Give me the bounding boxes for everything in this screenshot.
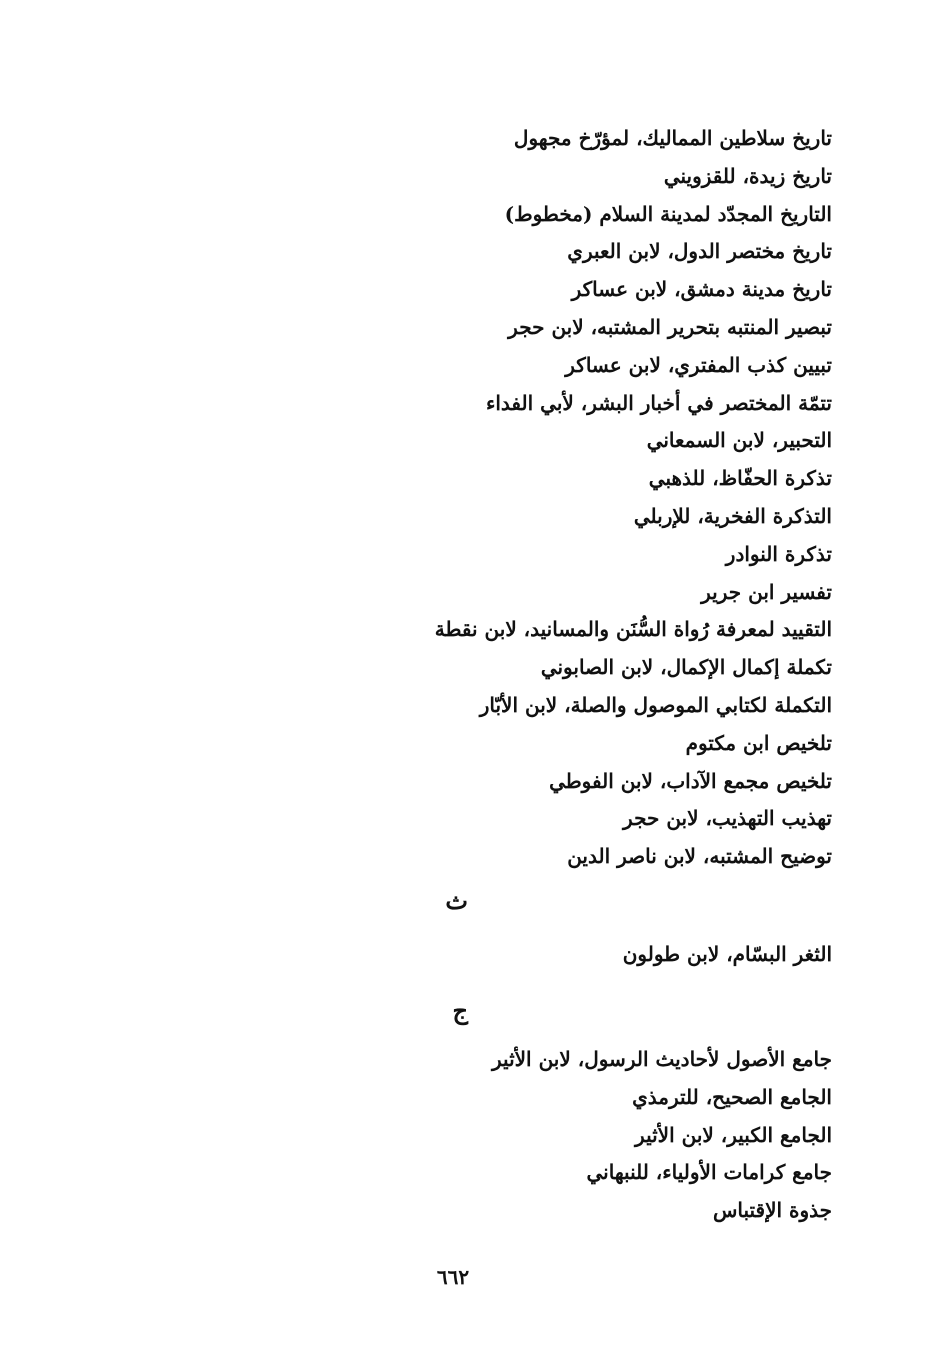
list-item: الجامع الكبير، لابن الأثير xyxy=(635,1122,832,1147)
list-item: تذكرة الحفّاظ، للذهبي xyxy=(648,466,832,491)
list-item: جامع كرامات الأولياء، للنبهاني xyxy=(586,1160,832,1185)
entry-list-ta xyxy=(412,120,832,876)
list-item: تتمّة المختصر في أخبار البشر، لأبي الفداء xyxy=(485,390,832,415)
list-item: تاريخ سلاطين المماليك، لمؤرّخ مجهول xyxy=(513,126,832,150)
list-item: تلخيص مجمع الآداب، لابن الفوطي xyxy=(549,768,832,793)
list-item: التحبير، لابن السمعاني xyxy=(646,428,832,453)
entry-list-jim xyxy=(412,1041,832,1230)
list-item: تبصير المنتبه بتحرير المشتبه، لابن حجر xyxy=(508,314,832,339)
list-item: التاريخ المجدّد لمدينة السلام (مخطوط) xyxy=(504,201,832,226)
entry-list-tha xyxy=(412,936,832,974)
list-item: الثغر البسّام، لابن طولون xyxy=(622,942,832,966)
list-item: الجامع الصحيح، للترمذي xyxy=(632,1084,832,1109)
list-item: جذوة الإقتباس xyxy=(712,1198,832,1223)
list-item: تفسير ابن جرير xyxy=(701,579,832,604)
list-item: تاريخ مختصر الدول، لابن العبري xyxy=(567,239,832,264)
list-item: تاريخ زيدة، للقزويني xyxy=(663,163,832,188)
list-item: جامع الأصول لأحاديث الرسول، لابن الأثير xyxy=(492,1047,832,1071)
page-number: ٦٦٢ xyxy=(436,1265,470,1289)
list-item: تبيين كذب المفتري، لابن عساكر xyxy=(565,352,832,377)
list-item: تذكرة النوادر xyxy=(725,541,832,566)
section-letter-jim: ج xyxy=(452,996,468,1025)
list-item: تكملة إكمال الإكمال، لابن الصابوني xyxy=(540,655,832,680)
list-item: التقييد لمعرفة رُواة السُّنَن والمسانيد، لابن نقطة xyxy=(434,617,832,642)
list-item: التذكرة الفخرية، للإربلي xyxy=(633,503,832,528)
list-item: تهذيب التهذيب، لابن حجر xyxy=(623,806,832,831)
section-letter-tha: ث xyxy=(445,886,468,915)
list-item: تاريخ مدينة دمشق، لابن عساكر xyxy=(571,277,832,302)
list-item: توضيح المشتبه، لابن ناصر الدين xyxy=(567,844,832,869)
list-item: تلخيص ابن مكتوم xyxy=(685,730,832,755)
list-item: التكملة لكتابي الموصول والصلة، لابن الأبّار xyxy=(479,692,832,717)
